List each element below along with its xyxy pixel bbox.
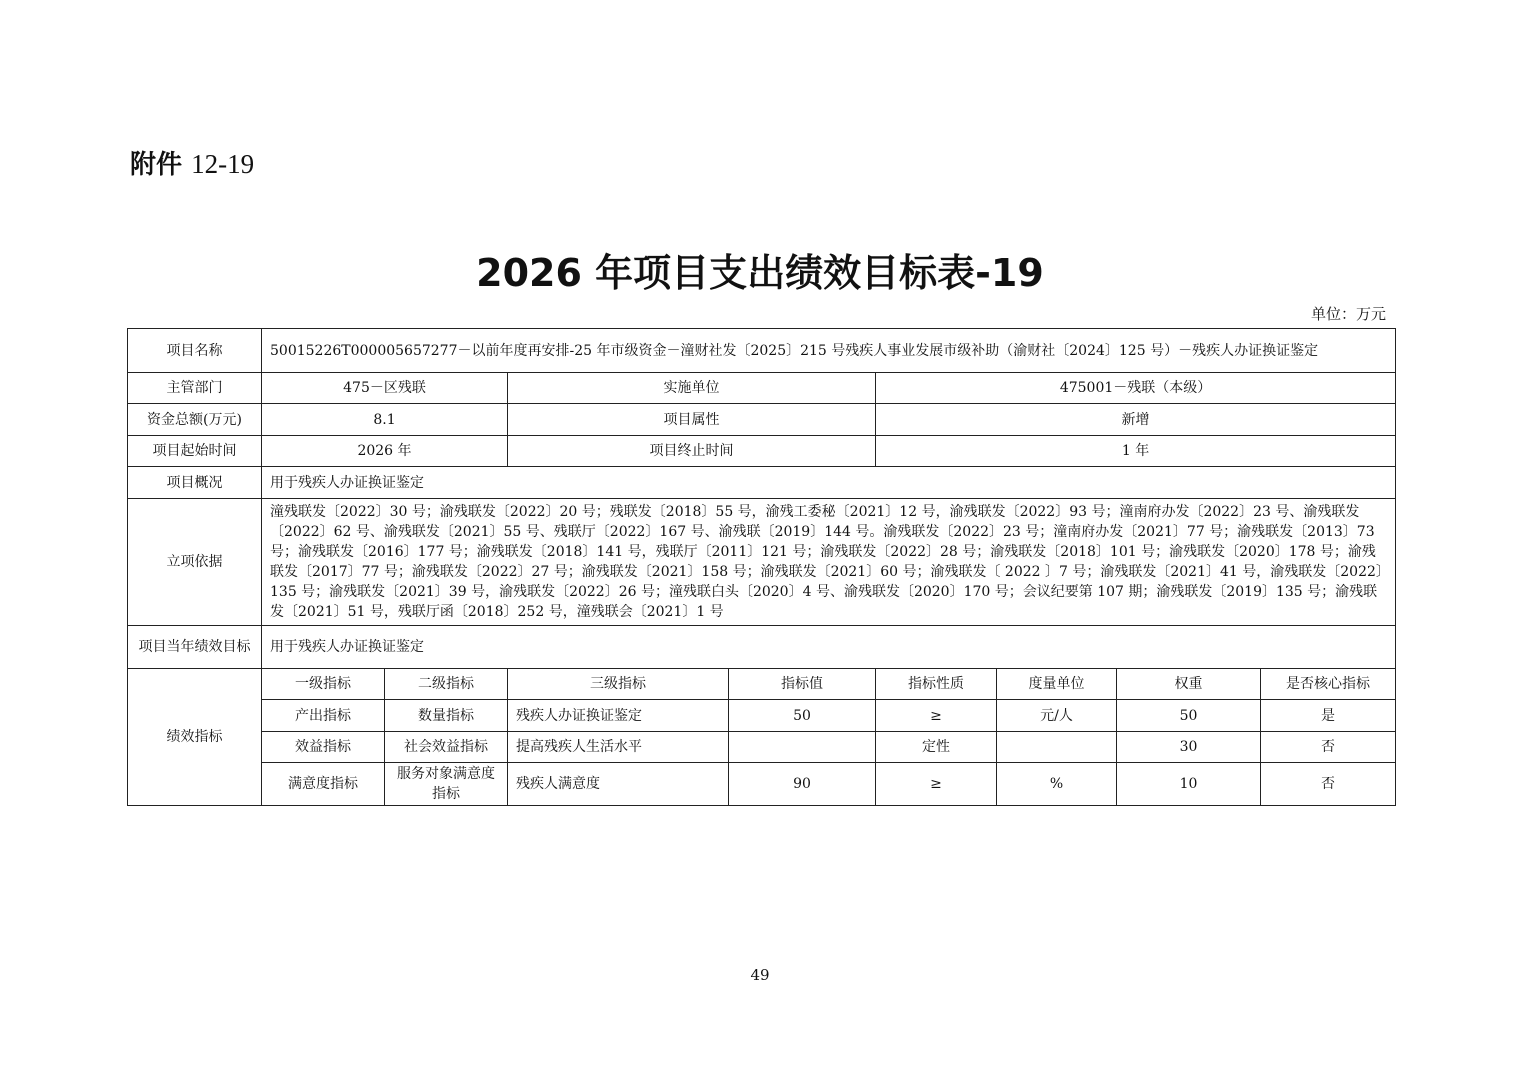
row-basis (128, 499, 1396, 626)
value-funds: 8.1 (262, 404, 508, 436)
row-target (128, 626, 1396, 669)
header-weight: 权重 (1117, 669, 1261, 700)
cell-unit: % (997, 763, 1117, 806)
value-basis: 潼残联发〔2022〕30 号；渝残联发〔2022〕20 号；残联发〔2018〕55 号，渝残工委秘〔2021〕12 号，渝残联发〔2022〕93 号；潼南府办发〔2022〕23 号、渝残联发〔2022〕62 号、渝残联发〔2021〕55 号、残联厅〔2022〕167 号、渝残联〔2019〕144 号。渝残联发〔2022〕23 号；潼南府办发〔2021〕77 号；渝残联发〔2013〕73 号；渝残联发〔2016〕177 号；渝残联发〔2018〕141 号，残联厅〔2011〕121 号；渝残联发〔2022〕28 号；渝残联发〔2018〕101 号；渝残联发〔2020〕178 号；渝残联发〔2017〕77 号；渝残联发〔2022〕27 号；渝残联发〔2021〕158 号；渝残联发〔2021〕60 号；渝残联发〔 2022 〕7 号；渝残联发〔2021〕41 号，渝残联发〔2022〕135 号；渝残联发〔2021〕39 号，渝残联发〔2022〕26 号；潼残联白头〔2020〕4 号、渝残联发〔2020〕170 号；会议纪要第 107 期；渝残联发〔2019〕135 号；渝残联发〔2021〕51 号，残联厅函〔2018〕252 号，潼残联会〔2021〕1 号 (262, 499, 1396, 626)
cell-level1: 产出指标 (262, 700, 385, 732)
header-unit: 度量单位 (997, 669, 1117, 700)
row-time (128, 436, 1396, 467)
label-basis: 立项依据 (128, 499, 262, 626)
cell-level3: 残疾人办证换证鉴定 (508, 700, 729, 732)
table-row (128, 763, 1396, 806)
attachment-label: 附件 12-19 (130, 149, 255, 180)
cell-core: 否 (1261, 763, 1396, 806)
row-project-name (128, 329, 1396, 373)
label-funds: 资金总额(万元) (128, 404, 262, 436)
cell-level3: 提高残疾人生活水平 (508, 732, 729, 763)
cell-value (729, 732, 876, 763)
header-level3: 三级指标 (508, 669, 729, 700)
label-project-name: 项目名称 (128, 329, 262, 373)
table-row (128, 732, 1396, 763)
unit-label: 单位：万元 (1310, 305, 1386, 323)
cell-unit (997, 732, 1117, 763)
cell-level2: 数量指标 (385, 700, 508, 732)
label-dept: 主管部门 (128, 373, 262, 404)
cell-unit: 元/人 (997, 700, 1117, 732)
page-title: 2026 年项目支出绩效目标表-19 (476, 251, 1044, 295)
row-dept (128, 373, 1396, 404)
label-target: 项目当年绩效目标 (128, 626, 262, 669)
indicator-header-row (128, 669, 1396, 700)
cell-weight: 10 (1117, 763, 1261, 806)
value-attribute: 新增 (876, 404, 1396, 436)
performance-target-table (127, 328, 1396, 806)
cell-core: 否 (1261, 732, 1396, 763)
value-impl-unit: 475001－残联（本级） (876, 373, 1396, 404)
row-funds (128, 404, 1396, 436)
header-nature: 指标性质 (876, 669, 997, 700)
label-indicators: 绩效指标 (128, 669, 262, 806)
header-level1: 一级指标 (262, 669, 385, 700)
cell-core: 是 (1261, 700, 1396, 732)
label-impl-unit: 实施单位 (508, 373, 876, 404)
label-attribute: 项目属性 (508, 404, 876, 436)
page-number: 49 (750, 966, 770, 984)
header-value: 指标值 (729, 669, 876, 700)
label-start: 项目起始时间 (128, 436, 262, 467)
cell-value: 90 (729, 763, 876, 806)
label-end: 项目终止时间 (508, 436, 876, 467)
value-end: 1 年 (876, 436, 1396, 467)
value-dept: 475－区残联 (262, 373, 508, 404)
cell-nature: 定性 (876, 732, 997, 763)
header-level2: 二级指标 (385, 669, 508, 700)
row-overview (128, 467, 1396, 499)
cell-level1: 效益指标 (262, 732, 385, 763)
value-project-name: 50015226T000005657277－以前年度再安排-25 年市级资金－潼财社发〔2025〕215 号残疾人事业发展市级补助（渝财社〔2024〕125 号）－残疾人办证换证鉴定 (262, 329, 1396, 373)
header-core: 是否核心指标 (1261, 669, 1396, 700)
cell-value: 50 (729, 700, 876, 732)
cell-level3: 残疾人满意度 (508, 763, 729, 806)
cell-level1: 满意度指标 (262, 763, 385, 806)
cell-level2: 社会效益指标 (385, 732, 508, 763)
cell-weight: 30 (1117, 732, 1261, 763)
cell-weight: 50 (1117, 700, 1261, 732)
value-target: 用于残疾人办证换证鉴定 (262, 626, 1396, 669)
cell-level2: 服务对象满意度指标 (385, 763, 508, 806)
label-overview: 项目概况 (128, 467, 262, 499)
cell-nature: ≥ (876, 763, 997, 806)
value-start: 2026 年 (262, 436, 508, 467)
cell-nature: ≥ (876, 700, 997, 732)
value-overview: 用于残疾人办证换证鉴定 (262, 467, 1396, 499)
table-row (128, 700, 1396, 732)
